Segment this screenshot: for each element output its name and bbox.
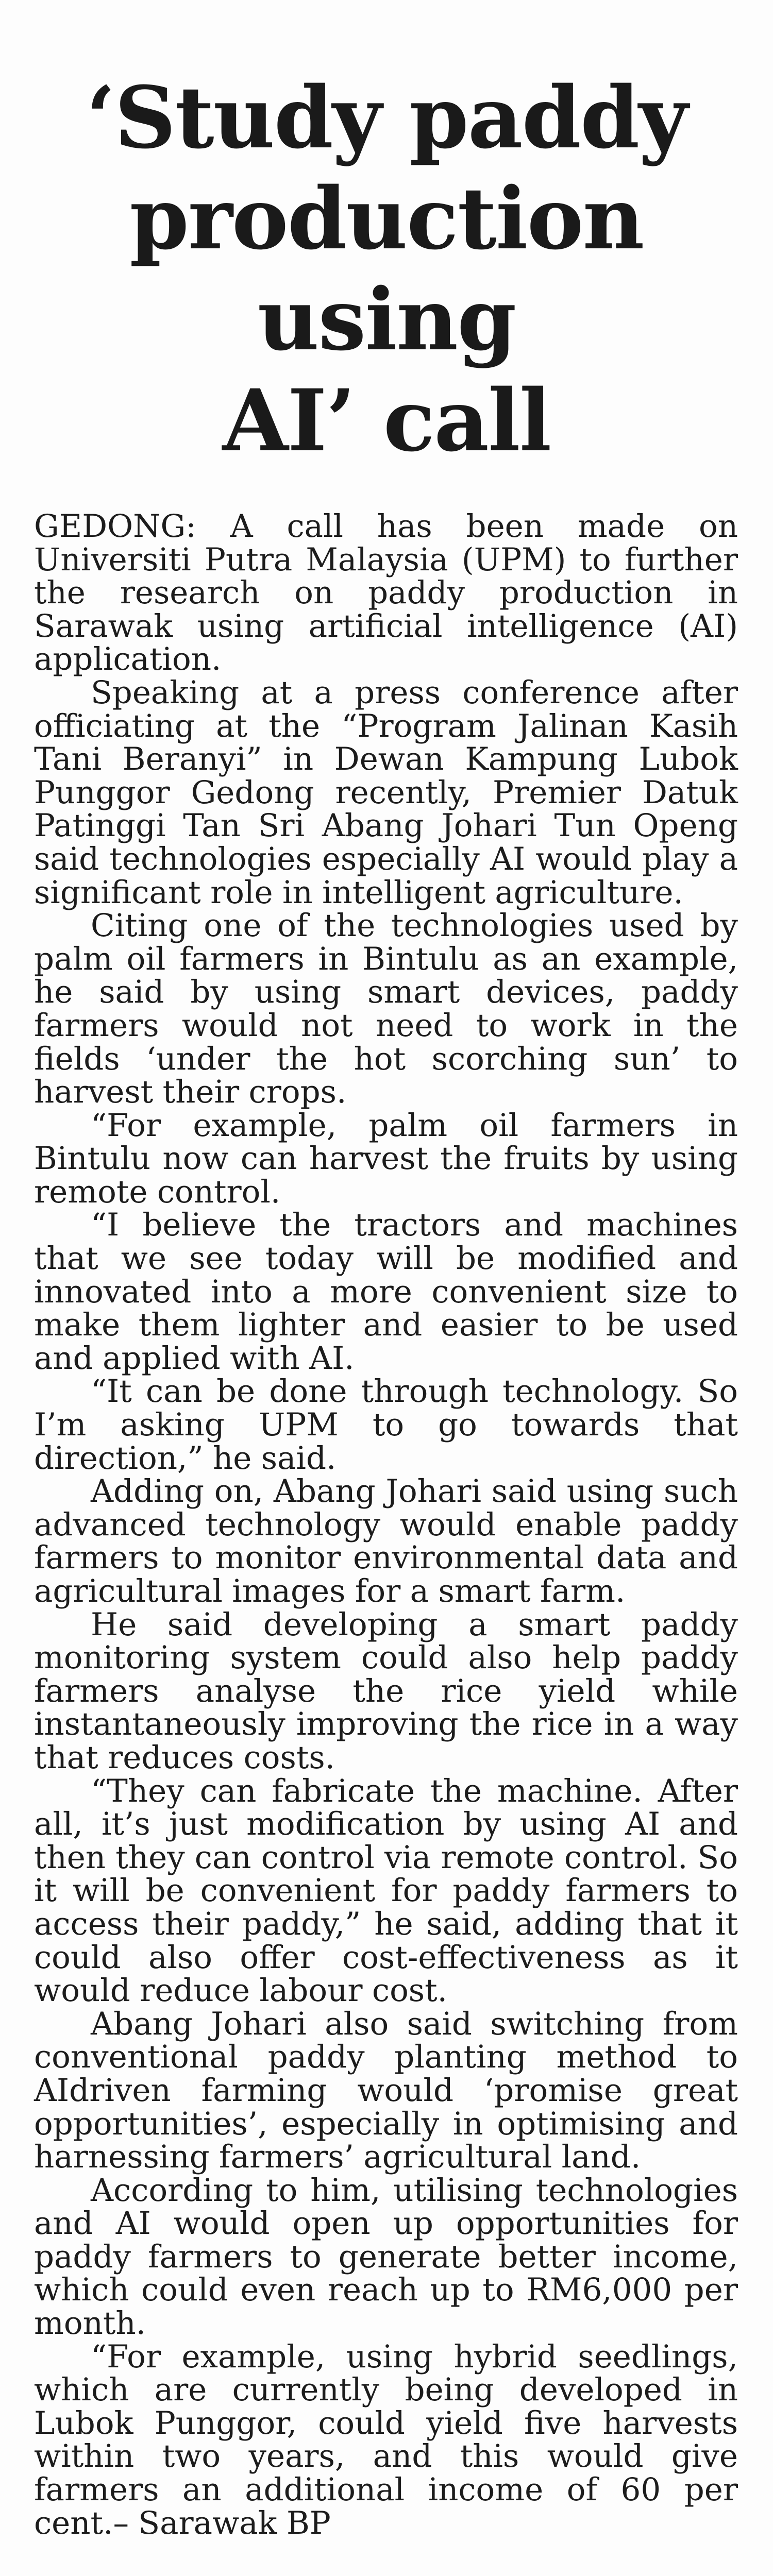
headline-line: AI’ call <box>222 370 551 470</box>
paragraph: Adding on, Abang Johari said using such advanced technology would enable paddy farmers to monitor environmental data and agricultural images for a smart farm. <box>34 1473 738 1609</box>
paragraph: Abang Johari also said switching from conventional paddy planting method to AIdriven farming would ‘promise great opportunities’, especially in optimising and harnessing farmers’ agricultural land. <box>34 2005 738 2176</box>
paragraph: “I believe the tractors and machines that we see today will be modified and innovated into a more convenient size to make them lighter and easier to be used and applied with AI. <box>34 1207 738 1377</box>
headline <box>0 67 773 471</box>
headline-line: using <box>257 269 516 369</box>
headline-line: production <box>129 168 644 268</box>
paragraph-lead: GEDONG: A call has been made on Universiti Putra Malaysia (UPM) to further the research on paddy production in Sarawak using artificial intelligence (AI) application. <box>34 508 738 678</box>
paragraph: Citing one of the technologies used by palm oil farmers in Bintulu as an example, he said by using smart devices, paddy farmers would not need to work in the fields ‘under the hot scorching sun’ to harvest their crops. <box>34 907 738 1111</box>
paragraph: Speaking at a press conference after officiating at the “Program Jalinan Kasih Tani Beranyi” in Dewan Kampung Lubok Punggor Gedong recently, Premier Datuk Patinggi Tan Sri Abang Johari Tun Openg said technologies especially AI would play a significant role in intelligent agriculture. <box>34 674 738 911</box>
headline-line: ‘Study paddy <box>86 67 687 167</box>
paragraph: “It can be done through technology. So I’m asking UPM to go towards that direction,” he said. <box>34 1373 738 1477</box>
article-body <box>34 510 738 2540</box>
paragraph: “They can fabricate the machine. After all, it’s just modification by using AI and then they can control via remote control. So it will be convenient for paddy farmers to access their paddy,” he said, adding that it could also offer cost-effectiveness as it would reduce labour cost. <box>34 1772 738 2009</box>
paragraph: According to him, utilising technologies and AI would open up opportunities for paddy farmers to generate better income, which could even reach up to RM6,000 per month. <box>34 2172 738 2342</box>
paragraph: He said developing a smart paddy monitoring system could also help paddy farmers analyse the rice yield while instantaneously improving the rice in a way that reduces costs. <box>34 1606 738 1776</box>
paragraph: “For example, palm oil farmers in Bintulu now can harvest the fruits by using remote control. <box>34 1107 738 1210</box>
paragraph: “For example, using hybrid seedlings, which are currently being developed in Lubok Punggor, could yield five harvests within two years, and this would give farmers an additional income of 60 per cent.– Sarawak BP <box>34 2338 738 2541</box>
